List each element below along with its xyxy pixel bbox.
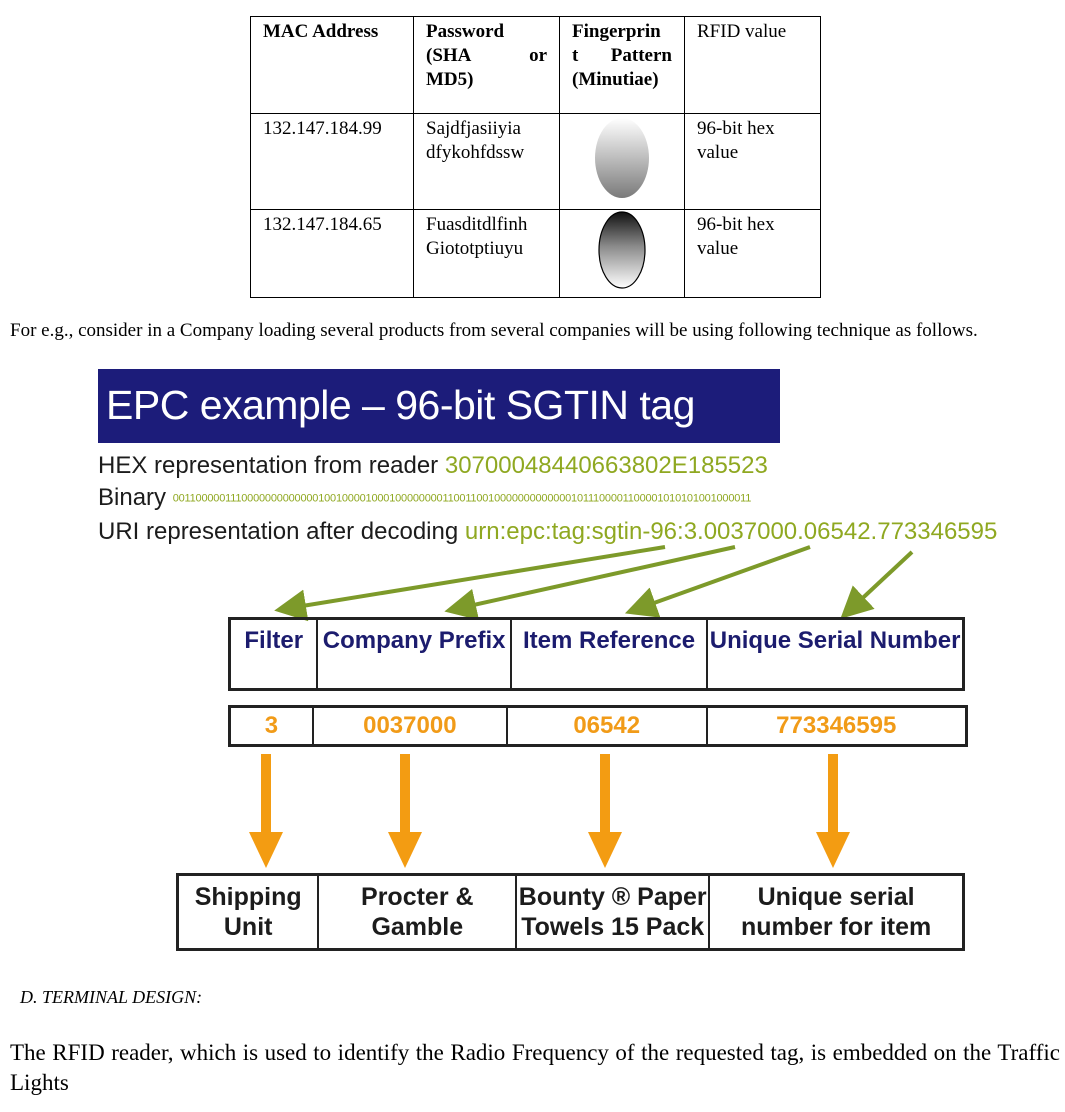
- header-fingerprint: Fingerprin t Pattern (Minutiae): [560, 17, 685, 114]
- rfid-cell: 96-bit hex value: [685, 210, 821, 298]
- desc-serial: Unique serial number for item: [709, 875, 963, 950]
- uri-line: [98, 518, 997, 546]
- credential-table: [250, 16, 821, 298]
- rfid-cell: 96-bit hex value: [685, 114, 821, 210]
- fingerprint-cell: [560, 114, 685, 210]
- credential-table-header-row: [251, 17, 821, 114]
- field-company-prefix: Company Prefix: [317, 619, 510, 690]
- field-unique-serial-number: Unique Serial Number: [707, 619, 963, 690]
- arrow-filter-down: [249, 754, 283, 868]
- table-row: [251, 114, 821, 210]
- epc-fields-table: [228, 617, 965, 691]
- arrow-to-company-prefix: [460, 547, 735, 608]
- hex-label: HEX representation from reader: [98, 452, 439, 479]
- field-item-reference: Item Reference: [511, 619, 707, 690]
- fingerprint-cell: [560, 210, 685, 298]
- table-row: [230, 707, 967, 746]
- epc-title: EPC example – 96-bit SGTIN tag: [106, 382, 695, 428]
- arrow-to-filter: [290, 547, 665, 608]
- uri-label: URI representation after decoding: [98, 518, 459, 545]
- header-rfid-value: RFID value: [685, 17, 821, 114]
- mac-cell: 132.147.184.99: [251, 114, 414, 210]
- desc-shipping-unit: Shipping Unit: [178, 875, 319, 950]
- table-row: [230, 619, 964, 690]
- desc-product: Bounty ® Paper Towels 15 Pack: [516, 875, 709, 950]
- desc-company: Procter & Gamble: [318, 875, 516, 950]
- arrow-to-serial-number: [852, 552, 912, 608]
- arrow-prefix-down: [388, 754, 422, 868]
- field-filter: Filter: [230, 619, 318, 690]
- arrow-item-down: [588, 754, 622, 868]
- fingerprint-pattern-image: [597, 210, 647, 290]
- binary-label: Binary: [98, 484, 167, 511]
- binary-line: [98, 484, 751, 512]
- password-cell: Fuasditdlfinh Giototptiuyu: [414, 210, 560, 298]
- hex-value: 30700048440663802E185523: [444, 452, 768, 479]
- section-heading: D. TERMINAL DESIGN:: [20, 987, 203, 1007]
- intro-paragraph: For e.g., consider in a Company loading several products from several companies will be using following technique as follows.: [10, 320, 978, 341]
- fingerprint-pattern-image: [592, 116, 652, 200]
- binary-value: 001100000111000000000000010010000100010000000011001100100000000000001011100001100001010101001000011: [172, 492, 752, 505]
- header-mac-address: MAC Address: [251, 17, 414, 114]
- table-row: [251, 210, 821, 298]
- mac-cell: 132.147.184.65: [251, 210, 414, 298]
- table-row: [178, 875, 964, 950]
- arrow-serial-down: [816, 754, 850, 868]
- value-company-prefix: 0037000: [313, 707, 507, 746]
- body-paragraph: The RFID reader, which is used to identify the Radio Frequency of the requested tag, is embedded on the Traffic Lights: [10, 1040, 1060, 1095]
- hex-representation-line: [98, 452, 768, 480]
- header-password: Password (SHA or MD5): [414, 17, 560, 114]
- arrow-to-item-reference: [640, 547, 810, 608]
- epc-values-table: [228, 705, 968, 747]
- value-unique-serial-number: 773346595: [707, 707, 967, 746]
- password-cell: Sajdfjasiiyia dfykohfdssw: [414, 114, 560, 210]
- epc-descriptions-table: [176, 873, 965, 951]
- value-filter: 3: [230, 707, 313, 746]
- uri-value: urn:epc:tag:sgtin-96:3.0037000.06542.773346595: [464, 518, 998, 545]
- value-item-reference: 06542: [507, 707, 707, 746]
